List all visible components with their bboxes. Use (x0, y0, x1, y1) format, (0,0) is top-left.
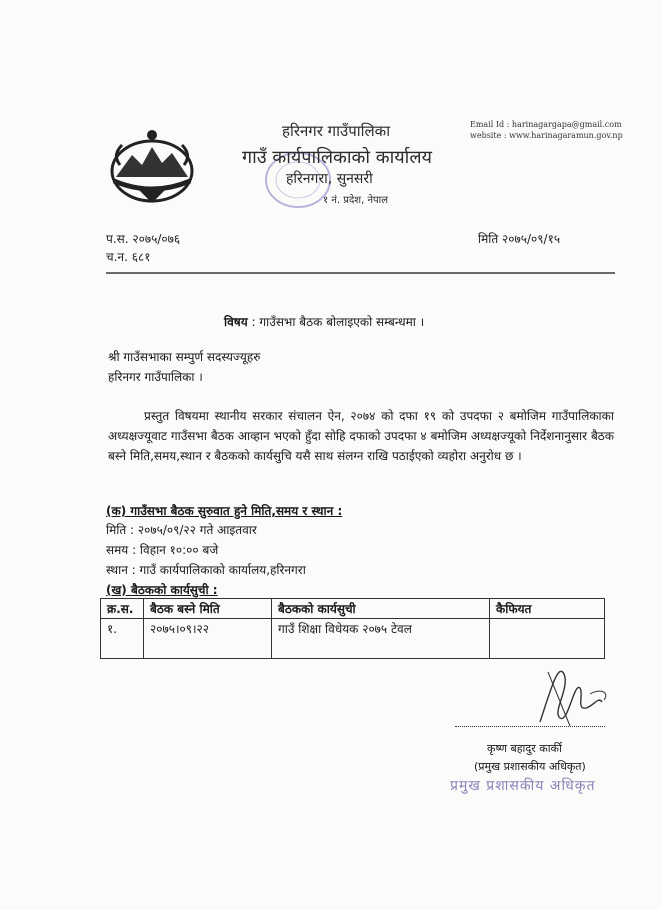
signatory-title: (प्रमुख प्रशासकीय अधिकृत) (474, 760, 586, 773)
meeting-place: स्थान : गाउँ कार्यपालिकाको कार्यालय,हरिनगरा (106, 563, 306, 577)
cell-agenda: गाउँ शिक्षा विधेयक २०७५ टेवल (272, 619, 490, 659)
col-agenda-header: बैठकको कार्यसुची (272, 599, 490, 619)
cell-serial: १. (101, 619, 144, 659)
dispatch-number: च.न. ६८१ (106, 250, 151, 264)
website-text: website : www.harinagaramun.gov.np (470, 131, 623, 140)
cell-date: २०७५।०९।२२ (144, 619, 272, 659)
agenda-header-row (101, 599, 605, 619)
office-city: हरिनगरा, सुनसरी (286, 171, 373, 187)
subject-line (224, 313, 424, 330)
handwritten-signature-icon (530, 652, 620, 732)
subject-text: : गाउँसभा बैठक बोलाइएको सम्बन्धमा । (251, 315, 425, 329)
email-text: Email Id : harinagargapa@gmail.com (470, 120, 622, 129)
addressee-line-1: श्री गाउँसभाका सम्पुर्ण सदस्यज्यूहरु (108, 350, 261, 364)
nepal-emblem-icon (106, 125, 198, 207)
meeting-date: मिति : २०७५/०९/२२ गते आइतवार (106, 523, 257, 537)
reference-number: प.स. २०७५/०७६ (106, 232, 181, 246)
table-row (101, 619, 605, 659)
meeting-time: समय : विहान १०:०० बजे (106, 543, 219, 557)
section-a-heading: (क) गाउँसभा बैठक सुरुवात हुने मिति,समय र स्थान : (106, 504, 343, 518)
addressee-line-2: हरिनगर गाउँपालिका । (108, 370, 203, 384)
office-title: गाउँ कार्यपालिकाको कार्यालय (242, 147, 432, 168)
org-name: हरिनगर गाउँपालिका (282, 122, 391, 140)
body-paragraph: प्रस्तुत विषयमा स्थानीय सरकार संचालन ऐन, २०७४ को दफा १९ को उपदफा २ बमोजिम गाउँपालिकाका अध्यक्षज्यूवाट गाउँसभा बैठक आव्हान भएको हुँदा सोहि दफाको उपदफा ४ बमोजिम अध्यक्षज्यूको निर्देशनानुसार बैठक बस्ने मिति,समय,स्थान र बैठकको कार्यसुचि यसै साथ संलग्न राखि पठाईएको व्यहोरा अनुरोध छ । (108, 409, 614, 463)
subject-label: विषय (224, 315, 248, 329)
letter-date: मिति २०७५/०९/१५ (478, 232, 561, 246)
signature-line (455, 726, 605, 727)
section-b-heading: (ख) बैठकको कार्यसुची : (106, 583, 218, 597)
designation-stamp: प्रमुख प्रशासकीय अधिकृत (450, 778, 596, 794)
office-province: १ नं. प्रदेश, नेपाल (323, 195, 389, 206)
col-date-header: बैठक बस्ने मिति (144, 599, 272, 619)
col-remarks-header: कैफियत (490, 599, 605, 619)
contact-block (470, 119, 623, 141)
signatory-name: कृष्ण बहादुर कार्की (487, 742, 562, 755)
col-serial-header: क्र.स. (101, 599, 144, 619)
agenda-table (100, 598, 605, 659)
header-divider (106, 272, 615, 274)
